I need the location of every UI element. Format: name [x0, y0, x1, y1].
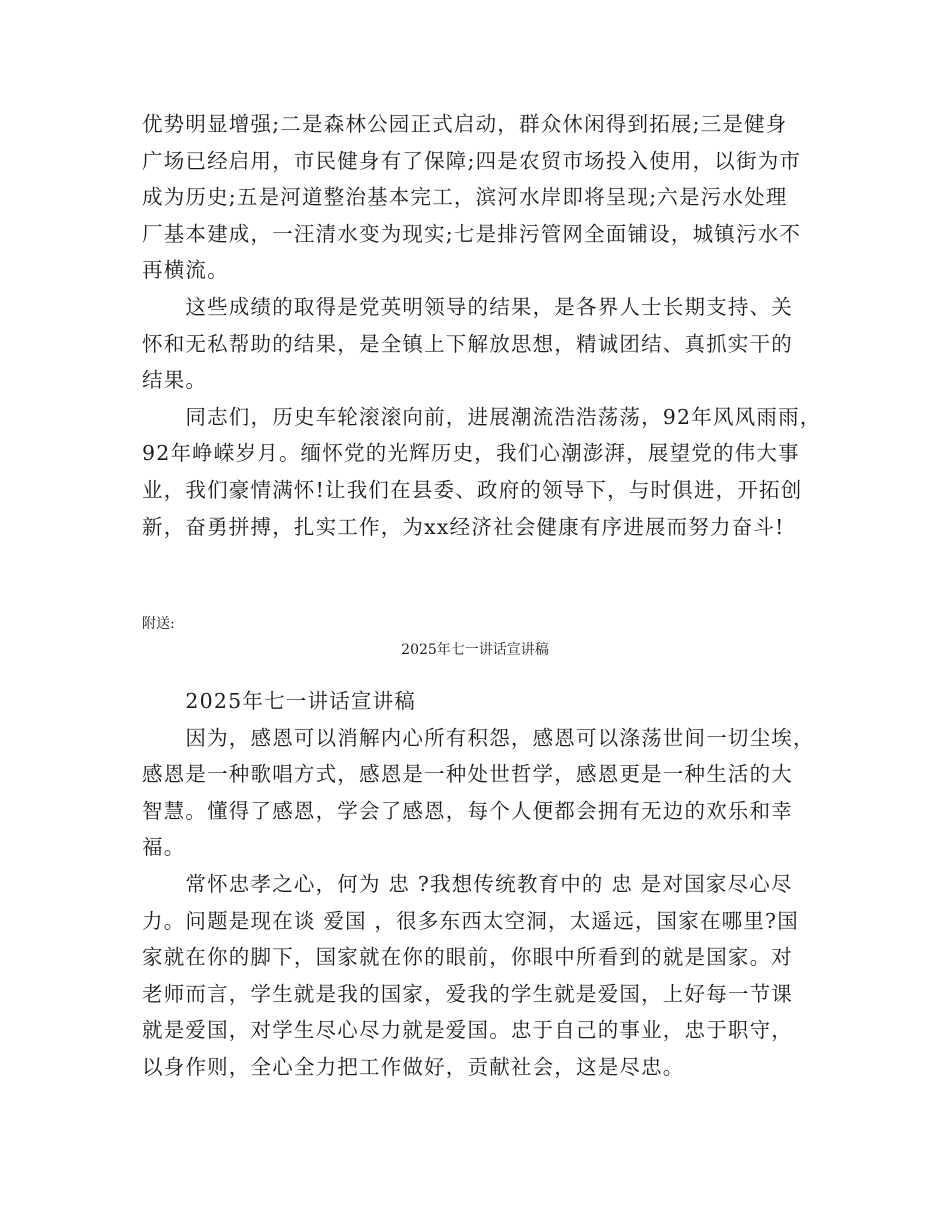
- text-line: 因为，感恩可以消解内心所有积怨，感恩可以涤荡世间一切尘埃，: [142, 725, 815, 750]
- text-line: 广场已经启用，市民健身有了保障;四是农贸市场投入使用，以街为市: [142, 148, 802, 173]
- text-line: 福。: [142, 835, 186, 860]
- text-line: 常怀忠孝之心，何为 忠 ?我想传统教育中的 忠 是对国家尽心尽: [142, 871, 793, 896]
- text-line: 优势明显增强;二是森林公园正式启动，群众休闲得到拓展;三是健身: [142, 112, 788, 136]
- text-line: 怀和无私帮助的结果，是全镇上下解放思想，精诚团结、真抓实干的: [142, 331, 793, 356]
- document-body-part2: [142, 683, 815, 1086]
- text-line: 老师而言，学生就是我的国家，爱我的学生就是爱国，上好每一节课: [142, 981, 793, 1006]
- text-line: 厂基本建成，一汪清水变为现实;七是排污管网全面铺设，城镇污水不: [142, 221, 802, 246]
- text-line: 再横流。: [142, 258, 229, 283]
- text-line: 同志们，历史车轮滚滚向前，进展潮流浩浩荡荡，92年风风雨雨，: [142, 404, 822, 429]
- text-line: 力。问题是现在谈 爱国 ，很多东西太空洞，太遥远，国家在哪里?国: [142, 908, 799, 933]
- paragraph-achievements: [142, 106, 810, 289]
- document-body-part1: [142, 106, 822, 545]
- paragraph-loyalty: [142, 866, 810, 1086]
- paragraph-comrades: [142, 399, 822, 545]
- text-line: 结果。: [142, 368, 208, 393]
- paragraph-gratitude: [142, 720, 815, 866]
- text-line: 这些成绩的取得是党英明领导的结果，是各界人士长期支持、关: [142, 294, 793, 319]
- paragraph-results: [142, 289, 810, 399]
- text-line: 新，奋勇拼搏，扎实工作，为xx经济社会健康有序进展而努力奋斗!: [142, 514, 785, 539]
- text-line: 就是爱国，对学生尽心尽力就是爱国。忠于自己的事业，忠于职守，: [142, 1018, 793, 1043]
- text-line: 92年峥嵘岁月。缅怀党的光辉历史，我们心潮澎湃，展望党的伟大事: [142, 441, 800, 466]
- text-line: 成为历史;五是河道整治基本完工，滨河水岸即将呈现;六是污水处理: [142, 185, 788, 210]
- attachment-label: 附送:: [142, 616, 175, 632]
- section-heading: 2025年七一讲话宣讲稿: [142, 689, 416, 713]
- text-line: 家就在你的脚下，国家就在你的眼前，你眼中所看到的就是国家。对: [142, 945, 793, 970]
- text-line: 以身作则，全心全力把工作做好，贡献社会，这是尽忠。: [142, 1054, 685, 1079]
- text-line: 业，我们豪情满怀!让我们在县委、政府的领导下，与时俱进，开拓创: [142, 477, 803, 502]
- attachment-title: 2025年七一讲话宣讲稿: [401, 642, 549, 658]
- text-line: 智慧。懂得了感恩，学会了感恩，每个人便都会拥有无边的欢乐和幸: [142, 798, 793, 823]
- text-line: 感恩是一种歌唱方式，感恩是一种处世哲学，感恩更是一种生活的大: [142, 762, 793, 787]
